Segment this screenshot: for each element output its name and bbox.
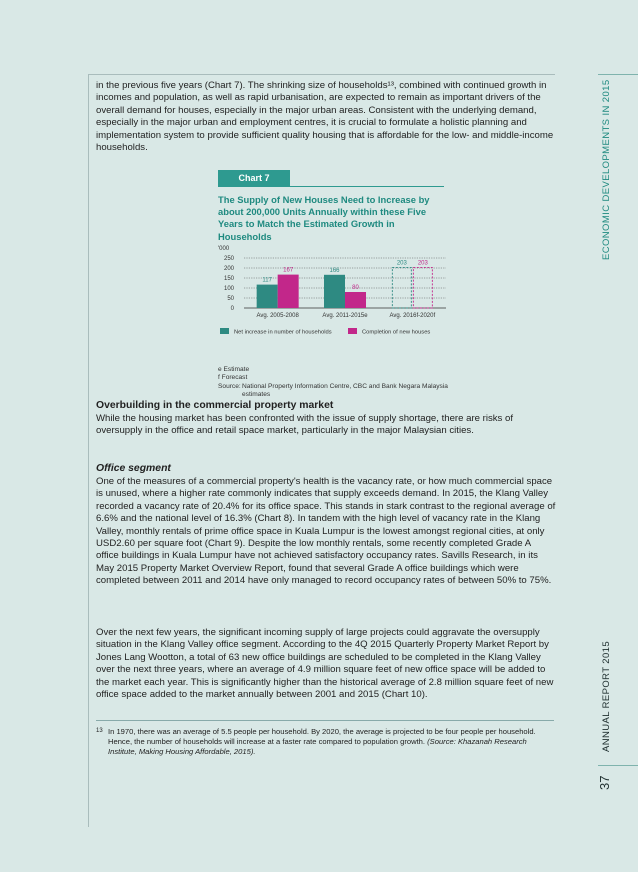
intro-paragraph: in the previous five years (Chart 7). The shrinking size of households¹³, combined with continued growth in incomes and population, as well as rapid urbanisation, are expected to remain as important drivers of the overall demand for houses, especially in the major urban areas. Consistent with the underlying demand, especially in the major urban and employment centres, it is crucial to formulate a holistic planning and implementation system to provide sufficient quality housing that is affordable for the low- and middle-income households. — [96, 80, 554, 154]
source-text: National Property Information Centre, CBC and Bank Negara Malaysia estimates — [242, 382, 448, 399]
footnote-text: In 1970, there was an average of 5.5 people per household. By 2020, the average is projected to be four people per household. Hence, the number of households will increase at a faster rate compared to population growth. — [108, 727, 536, 746]
x-tick-label: Avg. 2005-2008 — [256, 313, 299, 319]
legend-swatch — [348, 328, 357, 334]
y-tick-label: 200 — [223, 266, 234, 272]
note-estimate: e Estimate — [218, 366, 250, 373]
heading-overbuilding: Overbuilding in the commercial property market — [96, 400, 334, 411]
footnote-source: (Source: Khazanah Research Institute, Making Housing Affordable, 2015). — [108, 736, 527, 756]
office-paragraph: One of the measures of a commercial property's health is the vacancy rate, or how much commercial space is unused, where a higher rate commonly indicates that supply exceeds demand. In 2015, the Klang Valley recorded a vacancy rate of 20.4% for its office space. This stands in stark contrast to the regional average of 6.6% and the national level of 16.3% (Chart 8). In tandem with the high level of vacancy rate in the Klang Valley, monthly rentals of prime office space in Kuala Lumpur is the lowest amongst regional cities, at only USD2.60 per square foot (Chart 9). Despite the low monthly rentals, some recently completed Grade A office buildings in Kuala Lumpur have not achieved satisfactory occupancy rates. Savills Research, in its May 2015 Property Market Overview Report, found that several Grade A office buildings which were completed between 2011 and 2014 have only managed to record occupancy rates of between 50% to 75%. — [96, 476, 556, 587]
chart-tab-label: Chart 7 — [218, 170, 290, 186]
legend-label: Completion of new houses — [362, 329, 431, 336]
page-number: 37 — [597, 775, 612, 790]
note-source — [218, 383, 448, 400]
x-tick-label: Avg. 2011-2015e — [322, 313, 368, 319]
chart-tab-rule — [218, 186, 444, 187]
bar-value-label: 167 — [283, 267, 294, 274]
bar-value-label: 203 — [396, 260, 407, 267]
y-tick-label: 150 — [223, 276, 234, 282]
chart-title: The Supply of New Houses Need to Increase by about 200,000 Units Annually within these Five Years to Match the Estimated Growth in Households — [218, 194, 430, 242]
y-tick-label: 100 — [223, 286, 234, 292]
y-tick-label: 50 — [227, 296, 234, 302]
footnote-rule — [96, 720, 554, 721]
x-tick-label: Avg. 2016f-2020f — [389, 313, 436, 319]
bar — [257, 285, 278, 308]
side-report-label: ANNUAL REPORT 2015 — [601, 640, 612, 752]
bar-value-label: 80 — [352, 285, 359, 291]
legend-swatch — [220, 328, 229, 334]
bar-value-label: 117 — [262, 277, 272, 284]
heading-office-segment: Office segment — [96, 463, 171, 474]
overbuilding-paragraph: While the housing market has been confronted with the issue of supply shortage, there are risks of oversupply in the office and retail space market, particularly in the major Malaysian cities. — [96, 413, 514, 437]
source-label: Source: — [218, 382, 241, 390]
y-tick-label: 0 — [230, 306, 234, 312]
chart-notes — [218, 366, 448, 400]
side-section-label: ECONOMIC DEVELOPMENTS IN 2015 — [601, 79, 612, 260]
bar — [278, 275, 299, 308]
chart — [214, 240, 454, 365]
y-tick-label: 250 — [223, 256, 234, 262]
footnote — [96, 727, 536, 756]
bar — [392, 267, 411, 308]
bar — [413, 267, 432, 308]
legend-label: Net increase in number of households — [234, 329, 332, 336]
y-unit-label: '000 — [218, 246, 230, 252]
bar-value-label: 166 — [329, 267, 340, 274]
next-years-paragraph: Over the next few years, the significant incoming supply of large projects could aggravate the oversupply situation in the Klang Valley office segment. According to the 4Q 2015 Quarterly Property Market Report by Jones Lang Wootton, a total of 63 new office buildings are scheduled to be completed in the Klang Valley over the next three years, where an average of 4.9 million square feet of new office space will be added to the market each year. This is significantly higher than the historical average of 2.8 million square feet of new office space added to the market annually between 2001 and 2015 (Chart 10). — [96, 627, 554, 701]
bar — [324, 275, 345, 308]
side-top-rule — [598, 74, 638, 75]
bar — [345, 292, 366, 308]
note-forecast: f Forecast — [218, 374, 248, 382]
footnote-mark: 13 — [96, 728, 103, 734]
bar-value-label: 203 — [417, 260, 428, 267]
